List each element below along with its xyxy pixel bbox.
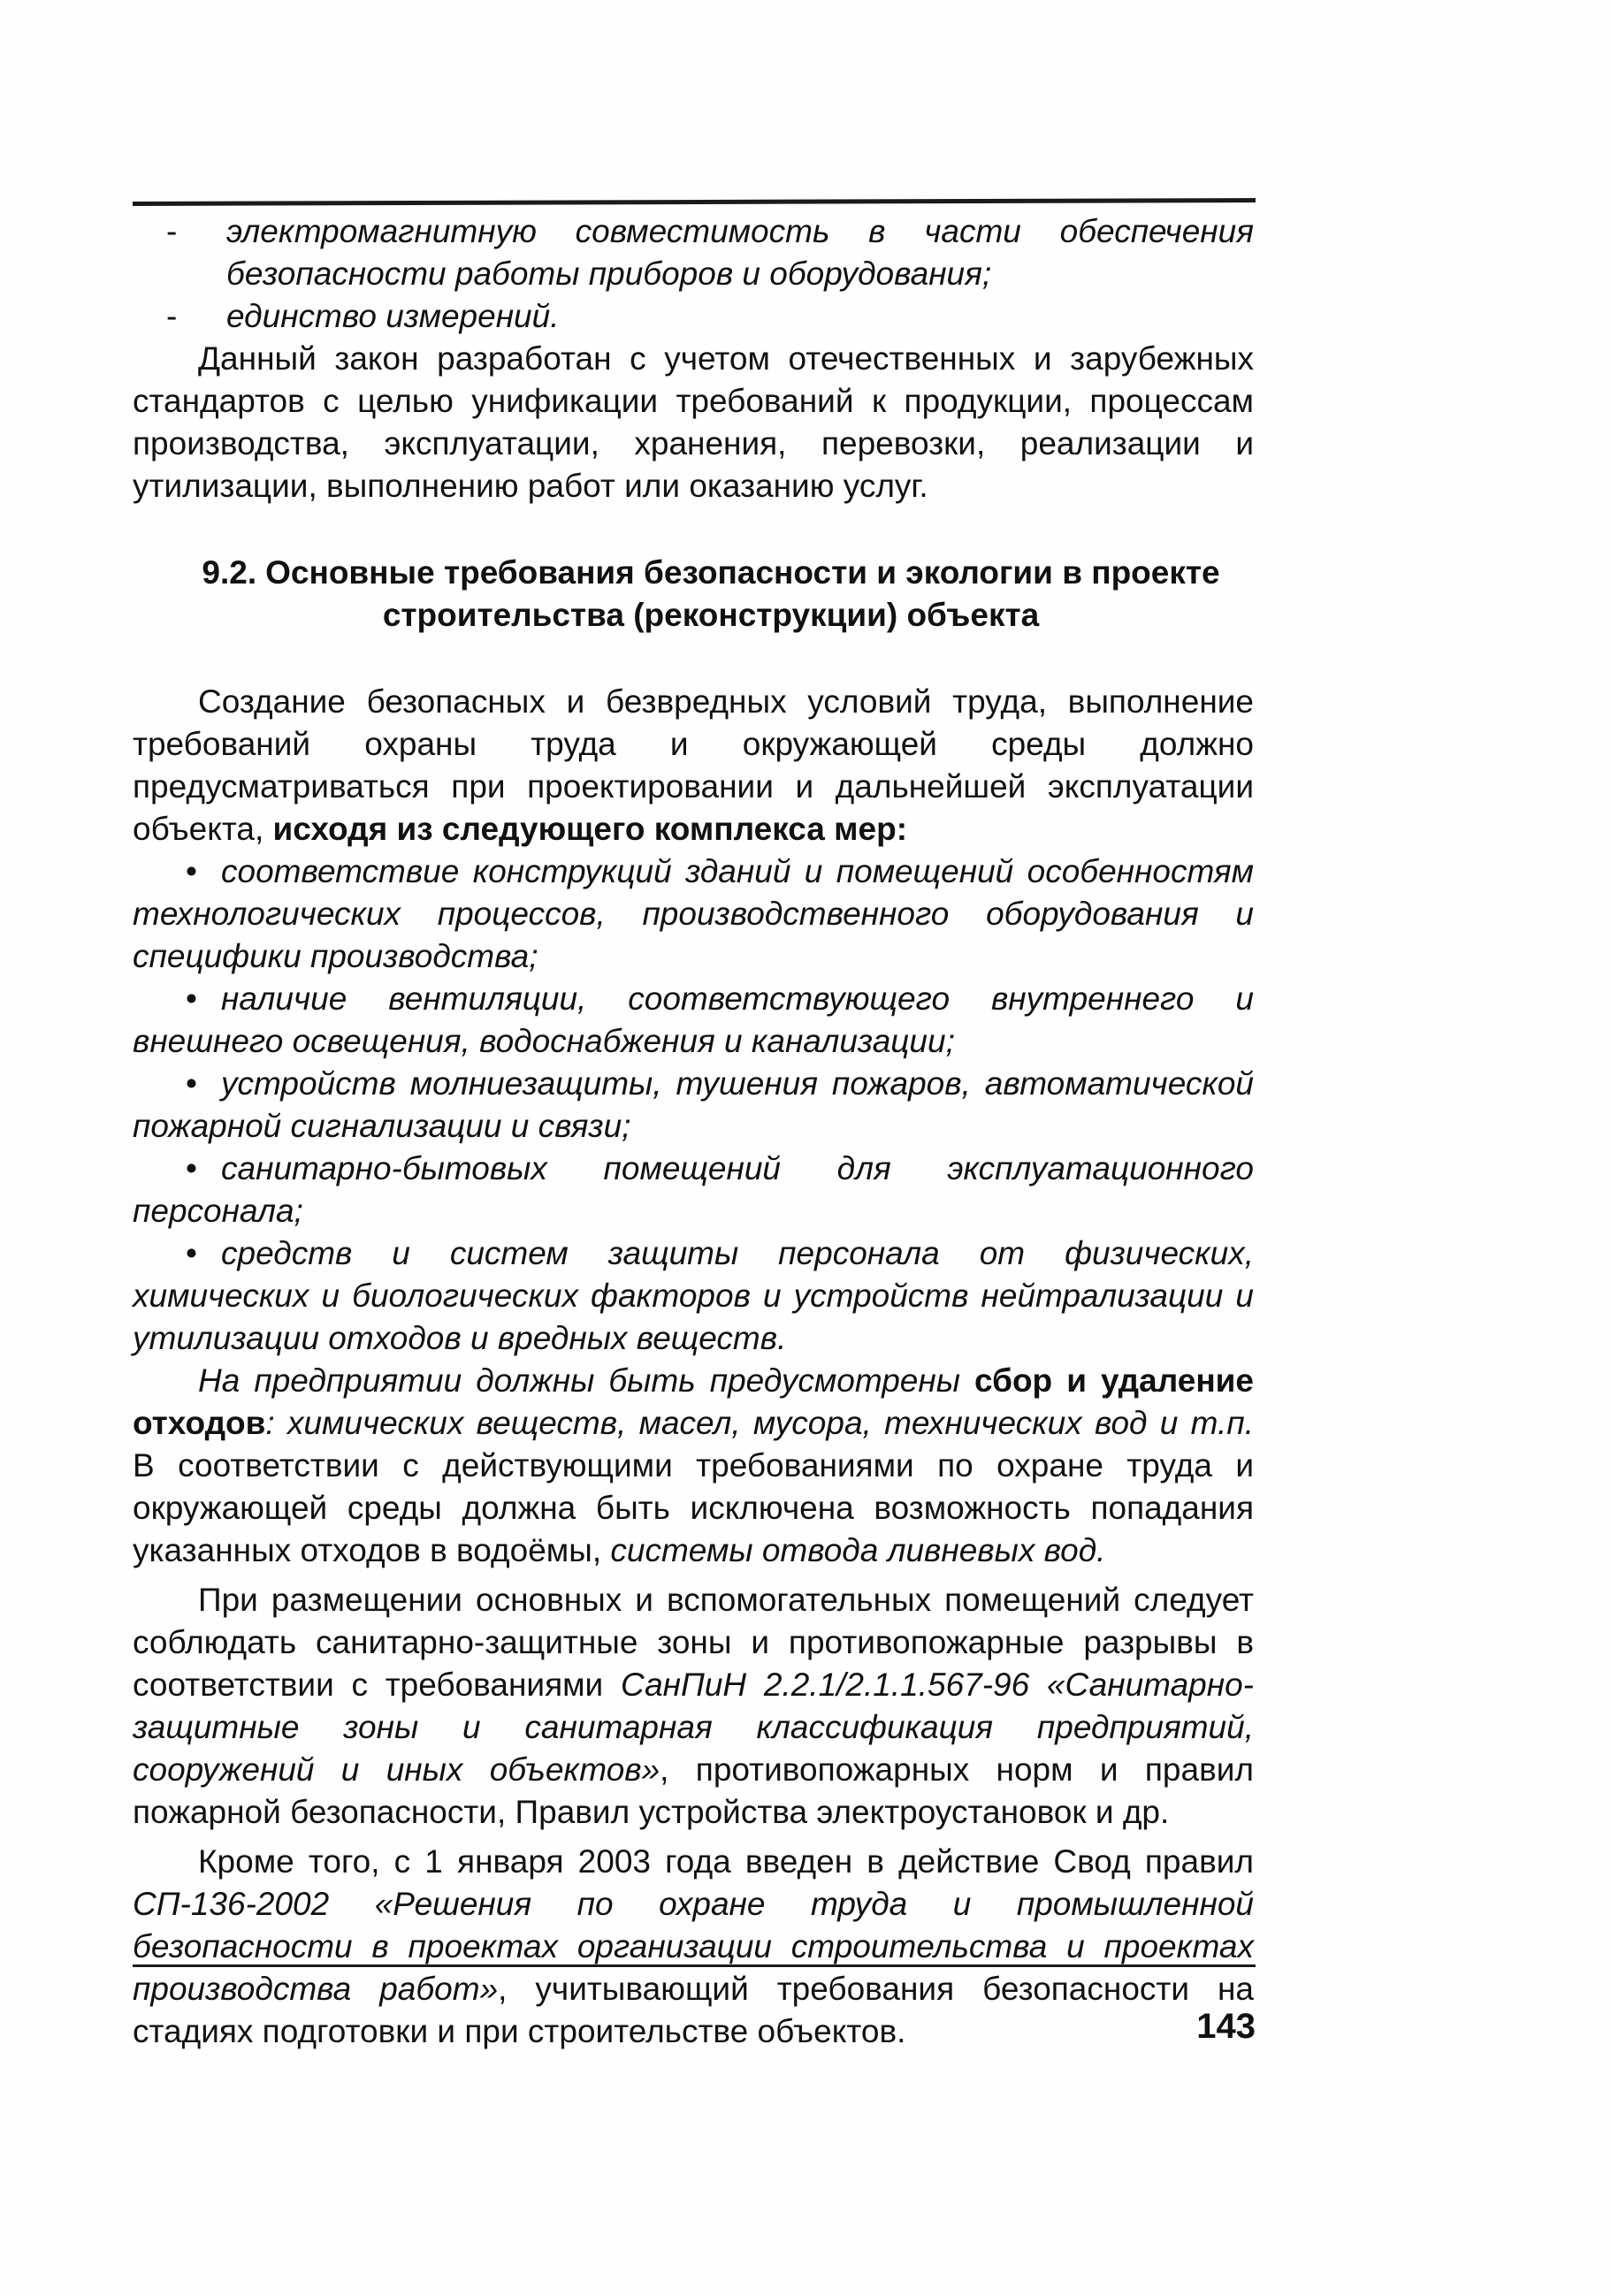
intro-list-item-text: электромагнитную совместимость в части обеспечения безопасности работы приборов и оборудования; — [226, 213, 1254, 292]
bullet-marker: • — [186, 1150, 197, 1186]
bullet-marker: • — [186, 980, 197, 1017]
section-heading — [133, 552, 1254, 637]
page-number: 143 — [1196, 2007, 1256, 2046]
section-heading-line-1 — [168, 552, 1254, 594]
paragraph-rules-lead: Кроме того, с 1 января 2003 года введен в действие Свод правил — [198, 1843, 1254, 1880]
bullet-item-text: средств и систем защиты персонала от физических, химических и биологических факторов и устройств нейтрализации и утилизации отходов и вредных веществ. — [133, 1235, 1254, 1356]
paragraph-waste-list: : химических веществ, масел, мусора, технических вод и т.п. — [265, 1405, 1254, 1441]
paragraph-measures-text: Создание безопасных и безвредных условий труда, выполнение требований охраны труда и окружающей среды должно предусматриваться при проектировании и дальнейшей эксплуатации объекта, — [133, 683, 1254, 847]
footer-rule — [133, 1964, 1256, 1967]
paragraph-waste — [133, 1360, 1254, 1572]
bullet-item-text: санитарно-бытовых помещений для эксплуатационного персонала; — [133, 1150, 1254, 1229]
bullet-item-text: устройств молниезащиты, тушения пожаров, автоматической пожарной сигнализации и связи; — [133, 1065, 1254, 1144]
paragraph-sanitary-rest: , противопожарных норм и правил пожарной безопасности, Правил устройства электроустановок и др. — [133, 1751, 1254, 1830]
paragraph-waste-lead: На предприятии должны быть предусмотрены — [198, 1362, 975, 1399]
intro-list-item — [133, 295, 1254, 338]
paragraph-sanitary-doc: СанПиН 2.2.1/2.1.1.567-96 «Санитарно-защитные зоны и санитарная классификация предприятий, сооружений и иных объектов» — [133, 1667, 1254, 1788]
bullet-item — [133, 1148, 1254, 1232]
paragraph-measures-bold: исходя из следующего комплекса мер: — [272, 811, 908, 847]
bullet-item — [133, 851, 1254, 978]
paragraph-waste-tail: системы отвода ливневых вод. — [610, 1532, 1106, 1568]
paragraph-rules-rest: , учитывающий требования безопасности на стадиях подготовки и при строительстве объектов. — [133, 1971, 1255, 2049]
bullet-item-text: наличие вентиляции, соответствующего внутреннего и внешнего освещения, водоснабжения и канализации; — [133, 980, 1254, 1059]
bullet-item — [133, 1063, 1254, 1148]
paragraph-sanitary-zones — [133, 1579, 1254, 1834]
bullet-marker: • — [186, 1235, 197, 1271]
section-title-part-1: Основные требования безопасности и экологии в проекте — [265, 554, 1220, 591]
paragraph-waste-rest: В соответствии с действующими требованиями по охране труда и окружающей среды должна быть исключена возможность попадания указанных отходов в водоёмы, — [133, 1447, 1254, 1568]
text-column — [133, 210, 1254, 2053]
dash-marker: - — [166, 298, 178, 334]
paragraph-sanitary-lead: При размещении основных и вспомогательных помещений следует соблюдать санитарно-защитные зоны и противопожарные разрывы в соответствии с требованиями — [133, 1582, 1254, 1703]
section-number: 9.2. — [202, 554, 257, 591]
paragraph-waste-bold: сбор и удаление отходов — [133, 1362, 1254, 1441]
bullet-item — [133, 978, 1254, 1063]
section-title-part-2: строительства (реконструкции) объекта — [382, 597, 1040, 633]
intro-list-item-text: единство измерений. — [226, 298, 560, 334]
intro-list-item — [133, 210, 1254, 295]
paragraph-rules-doc: СП-136-2002 «Решения по охране труда и промышленной безопасности в проектах организации строительства и проектах производства работ» — [133, 1886, 1254, 2007]
top-rule — [133, 198, 1256, 206]
bullet-item — [133, 1232, 1254, 1360]
bullet-marker: • — [186, 1065, 197, 1102]
paragraph-rules-code — [133, 1841, 1254, 2053]
dash-marker: - — [166, 213, 178, 249]
bullet-marker: • — [186, 853, 197, 889]
intro-paragraph: Данный закон разработан с учетом отечественных и зарубежных стандартов с целью унификации требований к продукции, процессам производства, эксплуатации, хранения, перевозки, реализации и утилизации, выполнению работ или оказанию услуг. — [133, 340, 1254, 504]
bullet-item-text: соответствие конструкций зданий и помещений особенностям технологических процессов, производственного оборудования и специфики производства; — [133, 853, 1254, 974]
paragraph-measures — [133, 681, 1254, 851]
